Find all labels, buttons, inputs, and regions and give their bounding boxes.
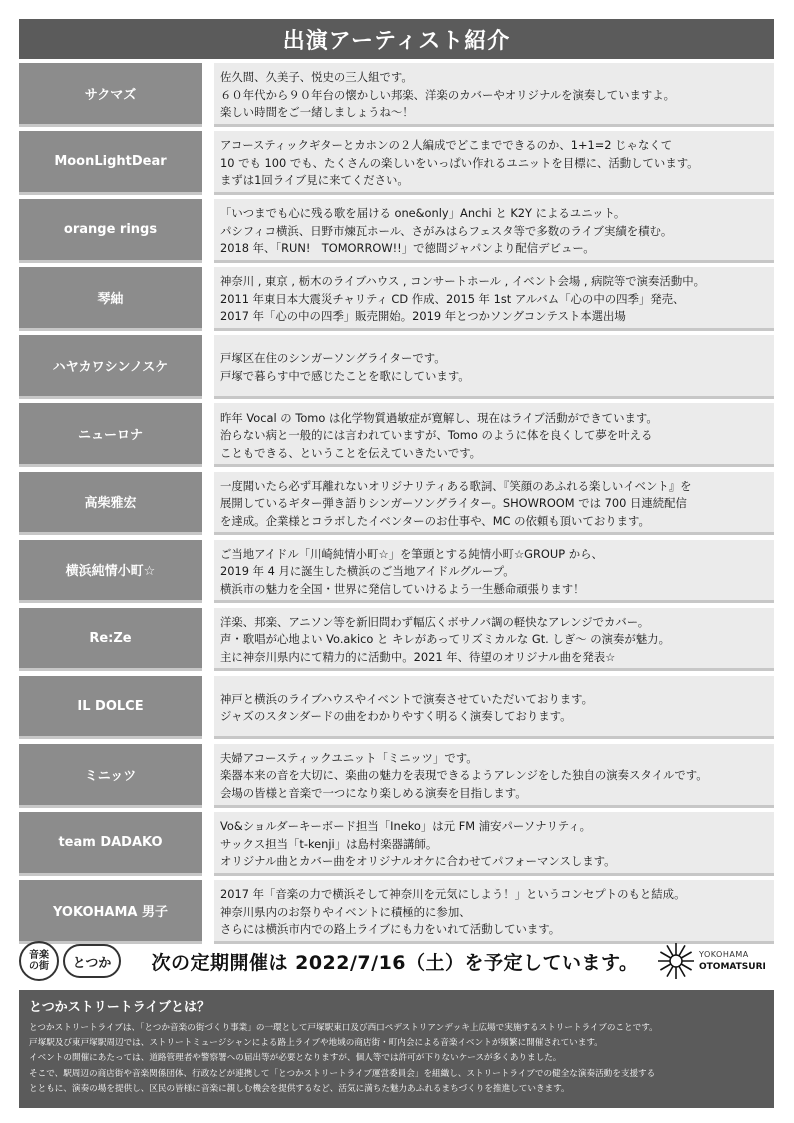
description-line: ６０年代から９０年台の懐かしい邦楽、洋楽のカバーやオリジナルを演奏していますよ。 [220,87,676,102]
artist-list [19,63,774,948]
artist-row [19,676,774,740]
totsuka-badge [63,944,121,978]
description-line: サックス担当「t-kenji」は島村楽器講師。 [220,836,438,851]
next-event-message: 次の定期開催は 2022/7/16（土）を予定しています。 [151,951,639,974]
logo-text-line1: 音楽 [29,950,49,961]
artist-description [214,472,774,536]
artist-description [214,744,774,808]
artist-row [19,131,774,195]
artist-name: 琴紬 [19,267,202,331]
yokohama-otomatsuri-logo [656,941,774,981]
description-line: 神奈川 , 東京 , 栃木のライブハウス , コンサートホール , イベント会場 , 病院等で演奏活動中。 [220,274,705,289]
description-line: アコースティックギターとカホンの２人編成でどこまでできるのか、1+1=2 じゃなくて [220,138,673,153]
about-line: 戸塚駅及び東戸塚駅周辺では、ストリートミュージシャンによる路上ライブや地域の商店街・町内会による音楽イベントが頻繁に開催されています。 [29,1038,603,1049]
artist-name: Re:Ze [19,608,202,672]
artist-name: IL DOLCE [19,676,202,740]
about-body [29,1021,764,1097]
artist-description [214,63,774,127]
about-line: とともに、演奏の場を提供し、区民の皆様に音楽に親しむ機会を提供するなど、活気に満ちた魅力あふれるまちづくりを推進していきます。 [29,1083,570,1094]
description-line: 声・歌唱が心地よい Vo.akico と キレがあってリズミカルな Gt. しぎ〜 の演奏が魅力。 [220,632,670,647]
logo-yokohama-text: YOKOHAMA [699,950,749,959]
artist-description [214,676,774,740]
artist-row [19,608,774,672]
description-line: 楽器本来の音を大切に、楽曲の魅力を表現できるようアレンジをした独自の演奏スタイルです。 [220,768,708,783]
about-section [19,990,774,1108]
description-line: 神戸と横浜のライブハウスやイベントで演奏させていただいております。 [220,691,594,706]
artist-description [214,812,774,876]
description-line: 戸塚で暮らす中で感じたことを歌にしています。 [220,368,470,383]
description-line: を達成。企業様とコラボしたイベンターのお仕事や、MC の依頼も頂いております。 [220,513,650,528]
artist-name: ハヤカワシンノスケ [19,335,202,399]
description-line: 展開しているギター弾き語りシンガーソングライター。SHOWROOM では 700 日連続配信 [220,496,687,511]
description-line: 主に神奈川県内にて精力的に活動中。2021 年、待望のオリジナル曲を発表☆ [220,649,616,664]
artist-name: ミニッツ [19,744,202,808]
description-line: Vo&ショルダーキーボード担当「Ineko」は元 FM 浦安パーソナリティ。 [220,819,592,834]
description-line: 会場の皆様と音楽で一つになり楽しめる演奏を目指します。 [220,785,527,800]
artist-description [214,131,774,195]
about-line: そこで、駅周辺の商店街や音楽関係団体、行政などが連携して「とつかストリートライブ運営委員会」を組織し、ストリートライブでの健全な演奏活動を支援する [29,1068,656,1079]
artist-description [214,403,774,467]
artist-description [214,880,774,944]
about-line: とつかストリートライブは、「とつか音楽の街づくり事業」の一環として戸塚駅東口及び西口ペデストリアンデッキ上広場で実施するストリートライブのことです。 [29,1023,658,1033]
artist-name: 横浜純情小町☆ [19,540,202,604]
artist-description [214,267,774,331]
artist-name: MoonLightDear [19,131,202,195]
description-line: 神奈川県内のお祭りやイベントに積極的に参加、 [220,904,471,919]
artist-name: 高柴雅宏 [19,472,202,536]
about-line: イベントの開催にあたっては、道路管理者や警察署への届出等が必要となりますが、個人等では許可が下りないケースが多くありました。 [29,1053,562,1064]
description-line: ジャズのスタンダードの曲をわかりやすく明るく演奏しております。 [220,709,572,724]
artist-row [19,540,774,604]
artist-row [19,744,774,808]
artist-row [19,812,774,876]
artist-row [19,199,774,263]
description-line: まずは1回ライブ見に来てください。 [220,173,409,188]
artist-name: ニューロナ [19,403,202,467]
description-line: オリジナル曲とカバー曲をオリジナルオケに合わせてパフォーマンスします。 [220,854,616,869]
artist-row [19,403,774,467]
description-line: 夫婦アコースティックユニット「ミニッツ」です。 [220,750,478,765]
description-line: 2018 年、「RUN! TOMORROW!!」で徳間ジャパンより配信デビュー。 [220,241,595,256]
about-heading: とつかストリートライブとは？ [29,1000,210,1015]
description-line: 2017 年「心の中の四季」販売開始。2019 年とつかソングコンテスト本選出場 [220,309,626,324]
description-line: パシフィコ横浜、日野市煉瓦ホール、さがみはらフェスタ等で多数のライブ実績を積む。 [220,223,673,238]
description-line: 一度聞いたら必ず耳離れないオリジナリティある歌詞、『笑顔のあふれる楽しいイベント』を [220,478,692,493]
description-line: 洋楽、邦楽、アニソン等を新旧問わず幅広くボサノバ調の軽快なアレンジでカバー。 [220,614,650,629]
description-line: 昨年 Vocal の Tomo は化学物質過敏症が寛解し、現在はライブ活動ができています。 [220,410,658,425]
artist-description [214,608,774,672]
artist-row [19,63,774,127]
description-line: 楽しい時間をご一緒しましょうね〜！ [220,105,414,120]
logo-text-line2: の街 [29,961,49,972]
description-line: 横浜市の魅力を全国・世界に発信していけるよう一生懸命頑張ります！ [220,581,585,596]
description-line: ご当地アイドル「川崎純情小町☆」を筆頭とする純情小町☆GROUP から、 [220,546,603,561]
artist-name: サクマズ [19,63,202,127]
description-line: 2011 年東日本大震災チャリティ CD 作成、2015 年 1st アルバム「心の中の四季」発売、 [220,291,685,306]
artist-description [214,335,774,399]
artist-description [214,199,774,263]
artist-name: team DADAKO [19,812,202,876]
description-line: 治らない病と一般的には言われていますが、Tomo のように体を良くして夢を叶える [220,428,653,443]
description-line: 「いつまでも心に残る歌を届ける one&only」Anchi と K2Y によるユニット。 [220,206,626,221]
otomatsuri-sunburst-icon [656,941,696,981]
description-line: 佐久間、久美子、悦史の三人組です。 [220,70,413,85]
artist-row [19,472,774,536]
description-line: こともできる、ということを伝えていきたいです。 [220,445,482,460]
artist-description [214,540,774,604]
artist-name: YOKOHAMA 男子 [19,880,202,944]
artist-row [19,267,774,331]
logo-badge-text: とつか [72,955,112,971]
description-line: 2019 年 4 月に誕生した横浜のご当地アイドルグループ。 [220,564,515,579]
description-line: さらには横浜市内での路上ライブにも力をいれて活動しています。 [220,922,561,937]
logo-otomatsuri-text: OTOMATSURI [699,962,766,972]
artist-row [19,335,774,399]
artist-row [19,880,774,944]
totsuka-music-town-logo [19,940,134,982]
description-line: 10 でも 100 でも、たくさんの楽しいをいっぱい作れるユニットを目標に、活動しています。 [220,155,699,170]
description-line: 戸塚区在住のシンガーソングライターです。 [220,351,446,366]
next-event-notice [19,936,774,986]
page-title: 出演アーティスト紹介 [19,19,774,59]
description-line: 2017 年「音楽の力で横浜そして神奈川を元気にしよう！」というコンセプトのもと結成。 [220,887,686,902]
music-town-emblem [19,941,59,981]
artist-name: orange rings [19,199,202,263]
